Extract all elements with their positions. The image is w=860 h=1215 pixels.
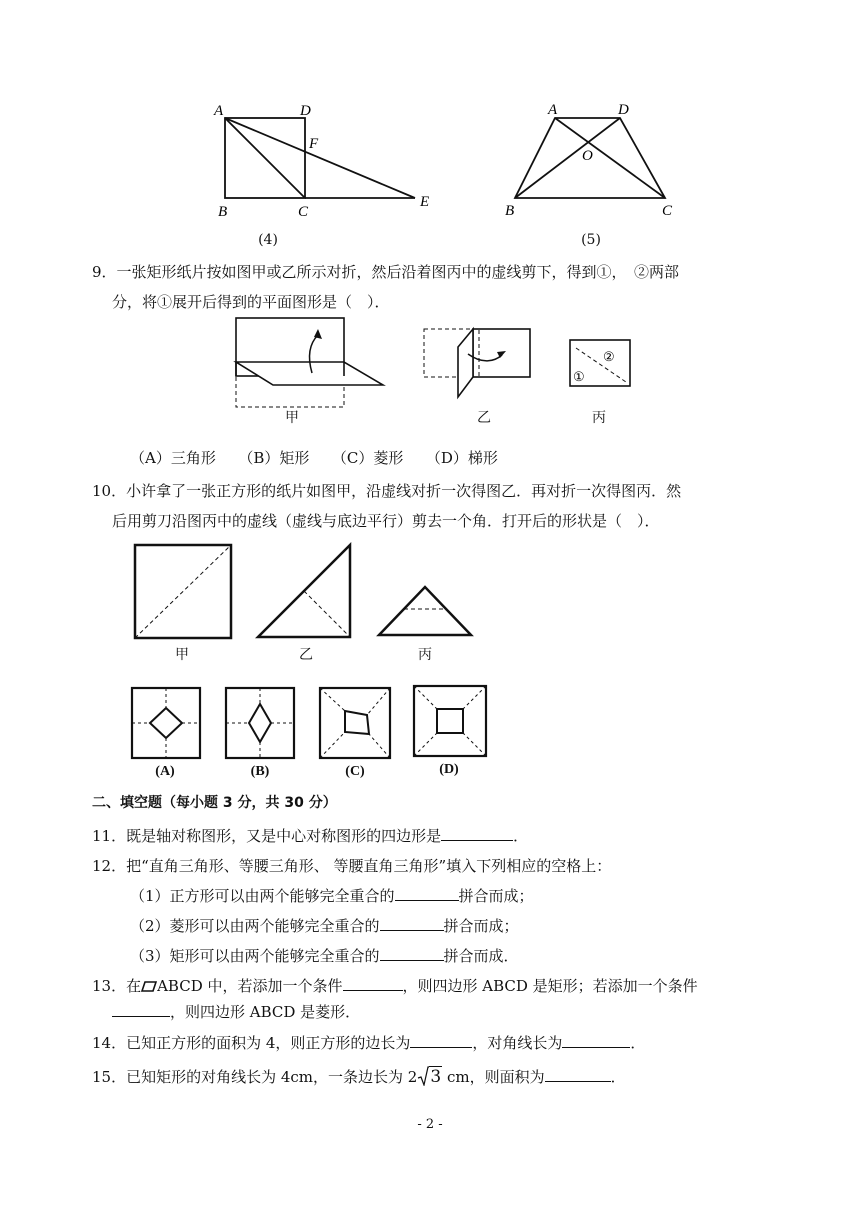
q12-item-3-blank[interactable]: [380, 946, 444, 961]
q13-blank-1[interactable]: [343, 976, 403, 991]
q14-blank-1[interactable]: [410, 1033, 472, 1048]
q13-blank-2[interactable]: [112, 1002, 170, 1017]
fig5-caption: (5): [581, 232, 601, 248]
q9-figure-yi: [418, 322, 538, 404]
q15-mid: cm，则面积为: [442, 1068, 545, 1086]
q12-item-3: [130, 946, 519, 966]
fig4-line-ae: [225, 118, 415, 198]
figure-5: [500, 98, 690, 222]
q12-item-2-pre: （2）菱形可以由两个能够完全重合的: [130, 917, 380, 935]
q14-blank-2[interactable]: [562, 1033, 630, 1048]
fig5-label-a: A: [548, 102, 558, 118]
q10-option-a-label: (A): [155, 764, 175, 779]
page-number: - 2 -: [417, 1117, 443, 1132]
q12-item-3-post: 拼合而成．: [443, 947, 519, 965]
figure-4: [210, 98, 440, 222]
q9-line1: 9．一张矩形纸片按如图甲或乙所示对折，然后沿着图丙中的虚线剪下，得到①， ②两部: [92, 263, 680, 281]
fig5-label-c: C: [662, 203, 673, 219]
q12-item-1: [130, 886, 534, 906]
q10-option-b-label: (B): [250, 764, 270, 779]
q10-option-c-figure[interactable]: [318, 686, 394, 760]
q12-text: 12．把“直角三角形、等腰三角形、 等腰直角三角形”填入下列相应的空格上：: [92, 857, 612, 875]
q9-label-yi: 乙: [477, 410, 491, 426]
fig4-diagonal-ac: [225, 118, 305, 198]
q10-label-jia: 甲: [175, 647, 189, 663]
q14-end: ．: [630, 1034, 646, 1052]
q12-item-1-blank[interactable]: [395, 886, 459, 901]
q9-line2: 分，将①展开后得到的平面图形是（ ）．: [112, 293, 390, 311]
sqrt-sign-icon: [417, 1066, 429, 1086]
q10-jia-fold-line: [135, 545, 231, 638]
q10-figure-bing: [376, 583, 474, 639]
section2-title: 二、填空题（每小题 3 分，共 30 分）: [92, 795, 337, 811]
q15-pre: 15．已知矩形的对角线长为 4cm，一条边长为 2: [92, 1068, 418, 1086]
fig4-label-f: F: [309, 136, 319, 152]
fig5-diagonal-bd: [515, 118, 620, 198]
q15-radicand: 3: [430, 1067, 442, 1087]
q12-item-2-blank[interactable]: [380, 916, 444, 931]
fig4-label-a: A: [214, 103, 224, 119]
fig4-caption: (4): [258, 232, 278, 248]
q9-figure-bing: [566, 336, 636, 392]
q10-option-a-figure[interactable]: [130, 686, 204, 760]
q14: [92, 1033, 645, 1053]
q13-mid1: ABCD 中，若添加一个条件: [157, 977, 343, 995]
fig4-label-c: C: [298, 204, 309, 220]
q10-figure-jia: [132, 542, 238, 642]
q10-option-d-label: (D): [439, 762, 459, 777]
parallelogram-icon: [141, 981, 157, 992]
fig4-label-e: E: [420, 194, 430, 210]
q11: [92, 826, 528, 846]
q9-bing-mark-1: ①: [573, 369, 585, 384]
q11-end: ．: [513, 827, 529, 845]
q10-option-d-figure[interactable]: [412, 684, 490, 760]
q10-label-yi: 乙: [299, 647, 313, 663]
q13-pre: 13．在: [92, 977, 142, 995]
q9-figure-jia: [228, 315, 388, 415]
q9-label-bing: 丙: [592, 410, 606, 426]
q11-text: 11．既是轴对称图形，又是中心对称图形的四边形是: [92, 827, 442, 845]
fig4-label-b: B: [218, 204, 228, 220]
q13-line2: [112, 1002, 360, 1022]
q10-yi-fold-line: [304, 591, 350, 637]
fig5-diagonal-ac: [555, 118, 665, 198]
q9-bing-mark-2: ②: [603, 349, 615, 364]
q9-label-jia: 甲: [285, 410, 299, 426]
fig5-label-b: B: [505, 203, 515, 219]
fig5-label-d: D: [618, 102, 629, 118]
q13-line2-text: ，则四边形 ABCD 是菱形．: [170, 1003, 361, 1021]
q12-item-2: [130, 916, 519, 936]
q10-line1: 10．小许拿了一张正方形的纸片如图甲，沿虚线对折一次得图乙．再对折一次得图丙．然: [92, 482, 682, 500]
q11-blank[interactable]: [441, 826, 513, 841]
q15-blank[interactable]: [545, 1067, 611, 1082]
q9-options: （A）三角形 （B）矩形 （C）菱形 （D）梯形: [130, 449, 498, 467]
q10-line2: 后用剪刀沿图丙中的虚线（虚线与底边平行）剪去一个角．打开后的形状是（ ）．: [112, 512, 660, 530]
q13-line1: [92, 976, 698, 996]
fig5-label-o: O: [582, 148, 593, 164]
q10-option-c-label: (C): [345, 764, 365, 779]
q9-yi-folded-flap: [458, 329, 473, 397]
q15: [92, 1066, 626, 1087]
q10-option-b-figure[interactable]: [224, 686, 298, 760]
q10-figure-yi: [255, 542, 355, 642]
q12-item-1-pre: （1）正方形可以由两个能够完全重合的: [130, 887, 395, 905]
q12-item-2-post: 拼合而成；: [443, 917, 519, 935]
q12-item-3-pre: （3）矩形可以由两个能够完全重合的: [130, 947, 380, 965]
q13-mid2: ，则四边形 ABCD 是矩形；若添加一个条件: [402, 977, 698, 995]
q14-pre: 14．已知正方形的面积为 4，则正方形的边长为: [92, 1034, 411, 1052]
q12-item-1-post: 拼合而成；: [458, 887, 534, 905]
q10-label-bing: 丙: [418, 647, 432, 663]
fig4-label-d: D: [300, 103, 311, 119]
q14-mid: ，对角线长为: [472, 1034, 563, 1052]
q15-end: ．: [610, 1068, 626, 1086]
q10-bing-triangle: [379, 587, 471, 635]
